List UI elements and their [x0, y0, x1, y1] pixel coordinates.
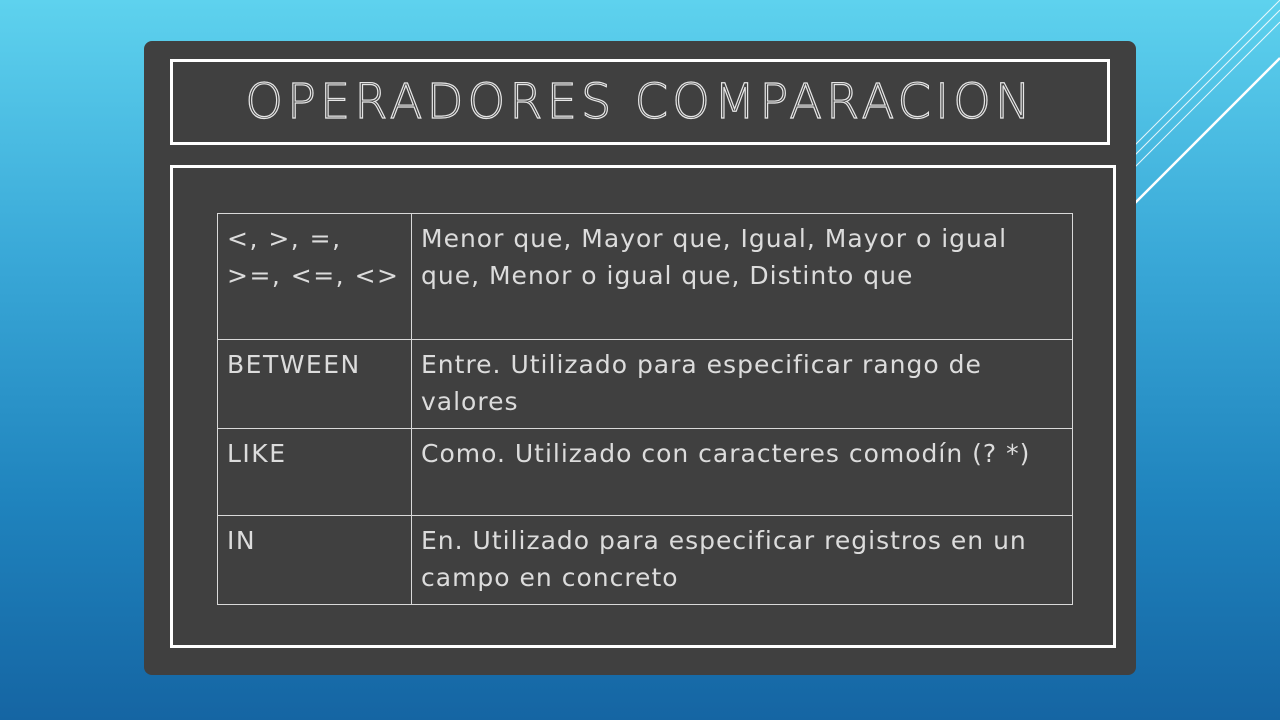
operator-cell: BETWEEN — [218, 340, 412, 429]
content-frame — [170, 165, 1116, 648]
table-row — [218, 214, 1073, 340]
chalkboard — [144, 41, 1136, 675]
decorative-lines — [1130, 0, 1280, 215]
description-cell: Como. Utilizado con caracteres comodín (? *) — [412, 429, 1073, 516]
operator-cell: IN — [218, 516, 412, 605]
operators-table — [217, 213, 1073, 605]
operator-cell: <, >, =, >=, <=, <> — [218, 214, 412, 340]
description-cell: En. Utilizado para especificar registros en un campo en concreto — [412, 516, 1073, 605]
title-frame — [170, 59, 1110, 145]
slide-title: OPERADORES COMPARACION — [245, 74, 1035, 130]
operator-cell: LIKE — [218, 429, 412, 516]
description-cell: Menor que, Mayor que, Igual, Mayor o igual que, Menor o igual que, Distinto que — [412, 214, 1073, 340]
table-row — [218, 429, 1073, 516]
table-row — [218, 516, 1073, 605]
description-cell: Entre. Utilizado para especificar rango de valores — [412, 340, 1073, 429]
table-row — [218, 340, 1073, 429]
